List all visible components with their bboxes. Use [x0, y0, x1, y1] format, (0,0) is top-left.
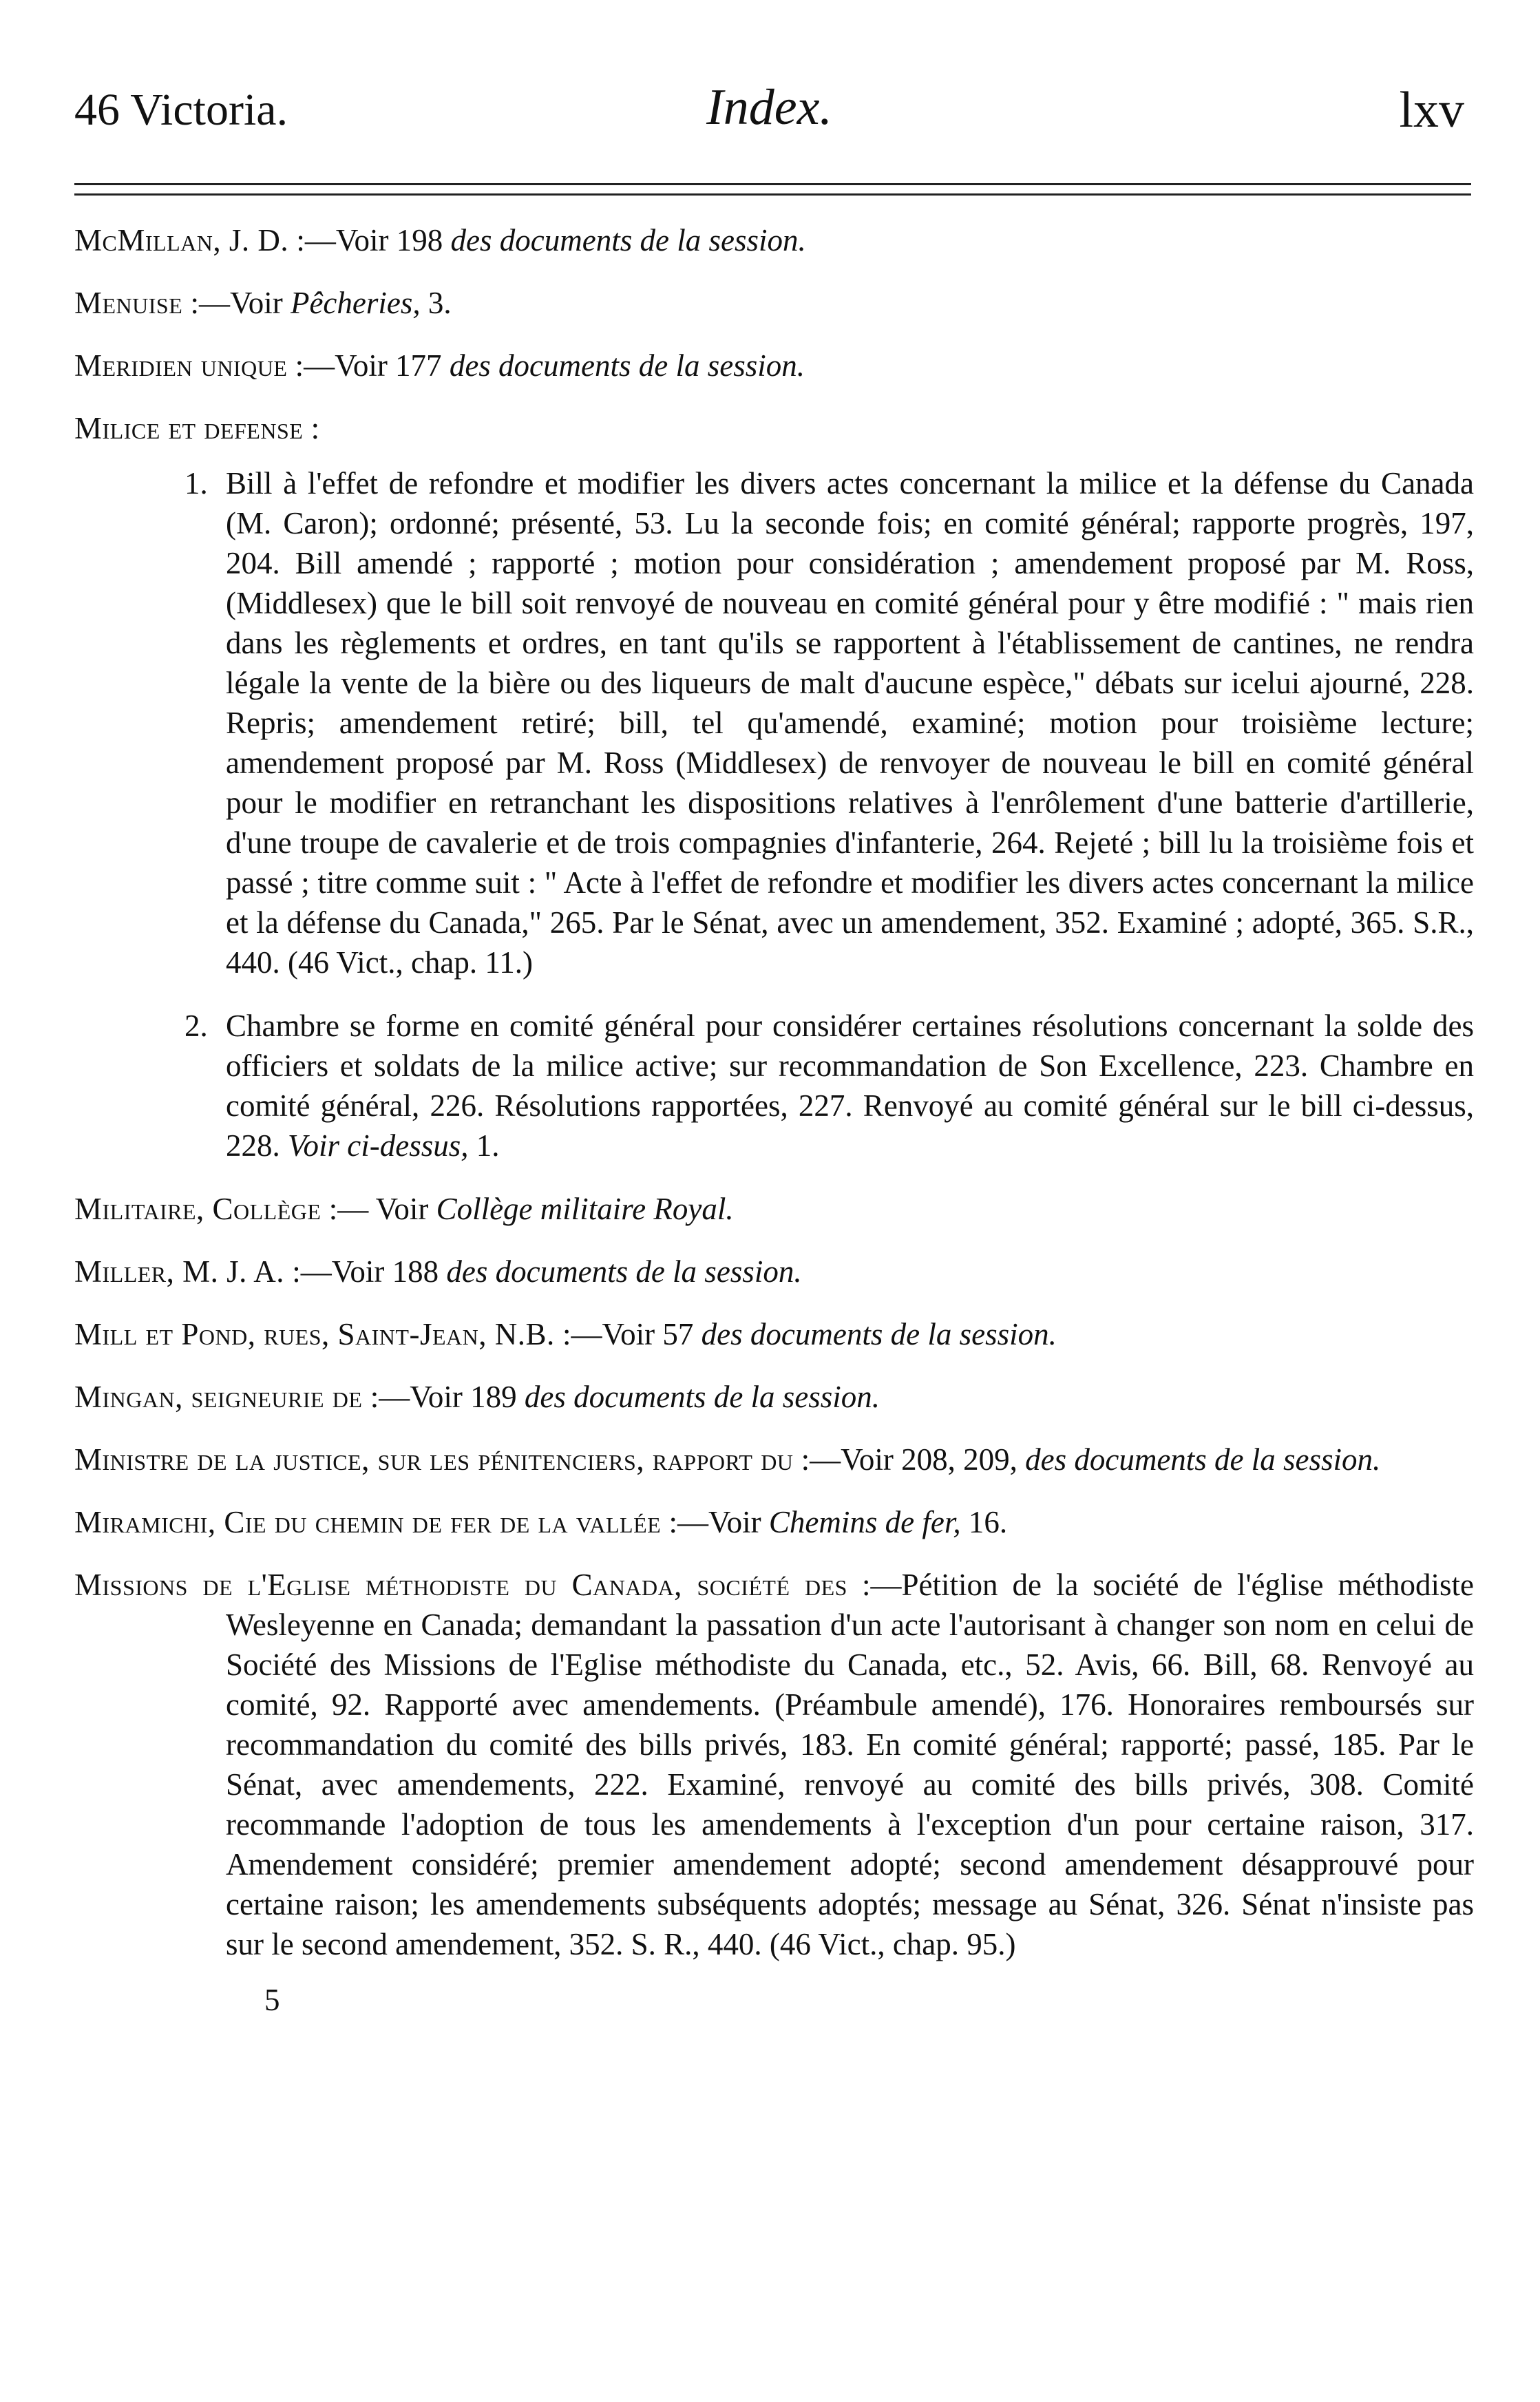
entry-reference: des documents de la session.: [450, 223, 806, 257]
entry-text: :—Pétition de la société de l'église méthodiste Wesleyenne en Canada; demandant la passation d'un acte l'autorisant à changer son nom en celui de Société des Missions de l'Eglise méthodiste du Canada, etc., 52. Avis, 66. Bill, 68. Renvoyé au comité, 92. Rapporté avec amendements. (Préambule amendé), 176. Honoraires remboursés sur recommandation du comité des bills privés, 183. En comité général; rapporté; passé, 185. Par le Sénat, avec amendements, 222. Examiné, renvoyé au comité des bills privés, 308. Comité recommande l'adoption de tous les amendements à l'exception d'un pour certaine raison, 317. Amendement considéré; premier amendement adopté; second amendement désapprouvé pour certaine raison; les amendements subséquents adoptés; message au Sénat, 326. Sénat n'insiste pas sur le second amendement, 352. S. R., 440. (46 Vict., chap. 95.): [226, 1568, 1474, 1961]
index-entry-mcmillan: [74, 220, 1474, 260]
entry-text: :—Voir 189: [362, 1380, 525, 1414]
entry-heading: Menuise: [74, 286, 183, 320]
subentry-number: 2.: [184, 1009, 208, 1043]
entry-heading: Meridien unique: [74, 348, 288, 383]
entry-text: :—Voir 188: [284, 1254, 447, 1289]
index-entry-mingan: [74, 1377, 1474, 1417]
footer-page-number: 5: [264, 1983, 280, 2017]
entry-reference: Collège militaire Royal.: [436, 1192, 734, 1226]
index-entry-militaire: [74, 1189, 1474, 1229]
entry-heading: Missions de l'Eglise méthodiste du Canada, société des: [74, 1568, 847, 1602]
entry-heading: Mingan, seigneurie de: [74, 1380, 363, 1414]
entry-text: :— Voir: [321, 1192, 436, 1226]
page-number-roman: lxv: [1399, 82, 1464, 138]
entry-heading: Militaire, Collège: [74, 1192, 321, 1226]
index-entry-meridien: [74, 346, 1474, 386]
milice-subentry-2: [74, 1006, 1474, 1166]
index-entry-milice: [74, 408, 1474, 448]
entry-reference: Chemins de fer,: [768, 1505, 961, 1539]
entry-text: :—Voir 198: [288, 223, 451, 257]
volume-label: 46 Victoria.: [74, 85, 288, 135]
index-entry-miramichi: [74, 1502, 1474, 1542]
entry-reference: des documents de la session.: [446, 1254, 802, 1289]
entry-heading: Miramichi, Cie du chemin de fer de la vallée: [74, 1505, 662, 1539]
entry-reference: des documents de la session.: [1025, 1442, 1381, 1477]
index-entry-miller: [74, 1252, 1474, 1292]
entry-text: :—Voir 208, 209,: [793, 1442, 1026, 1477]
subentry-text-after: 1.: [468, 1128, 500, 1163]
index-entry-mill-et-pond: [74, 1314, 1474, 1354]
entry-reference: Pêcheries,: [290, 286, 421, 320]
entry-text: :—Voir 57: [554, 1317, 702, 1351]
entry-heading: Mill et Pond, rues, Saint-Jean, N.B.: [74, 1317, 555, 1351]
entry-text: :—Voir 177: [287, 348, 450, 383]
index-entry-ministre-justice: [74, 1440, 1474, 1479]
entry-reference: des documents de la session.: [449, 348, 805, 383]
index-entry-missions-methodiste: [74, 1565, 1474, 1964]
entry-heading: McMillan, J. D.: [74, 223, 289, 257]
milice-subentry-1: [74, 463, 1474, 982]
header-rule: [74, 183, 1471, 196]
entry-text-after: 16.: [960, 1505, 1008, 1539]
entry-text: :—Voir: [661, 1505, 769, 1539]
subentry-number: 1.: [184, 466, 208, 501]
entry-heading: Miller, M. J. A.: [74, 1254, 284, 1289]
index-entry-menuise: [74, 283, 1474, 323]
subentry-reference: Voir ci-dessus,: [288, 1128, 469, 1163]
entry-reference: des documents de la session.: [701, 1317, 1057, 1351]
entry-heading: Milice et defense: [74, 411, 304, 445]
entry-text-after: 3.: [420, 286, 452, 320]
index-entries: [74, 220, 1474, 2020]
subentry-text: Bill à l'effet de refondre et modifier les divers actes concernant la milice et la défense du Canada (M. Caron); ordonné; présenté, 53. Lu la seconde fois; en comité général; rapporte progrès, 197, 204. Bill amendé ; rapporté ; motion pour considération ; amendement proposé par M. Ross, (Middlesex) que le bill soit renvoyé de nouveau en comité général pour y être modifié : " mais rien dans les règlements et ordres, en tant qu'ils se rapportent à l'établissement de cantines, ne rendra légale la vente de la bière ou des liqueurs de malt d'aucune espèce," débats sur icelui ajourné, 228. Repris; amendement retiré; bill, tel qu'amendé, examiné; motion pour troisième lecture; amendement proposé par M. Ross (Middlesex) de renvoyer de nouveau le bill en comité général pour le modifier en retranchant les dispositions relatives à l'enrôlement d'une batterie d'artillerie, d'une troupe de cavalerie et de trois compagnies d'infanterie, 264. Rejeté ; bill lu la troisième fois et passé ; titre comme suit : " Acte à l'effet de refondre et modifier les divers actes concernant la milice et la défense du Canada," 265. Par le Sénat, avec un amendement, 352. Examiné ; adopté, 365. S.R., 440. (46 Vict., chap. 11.): [226, 466, 1474, 980]
entry-text: :: [303, 411, 320, 445]
entry-heading: Ministre de la justice, sur les pénitenciers, rapport du: [74, 1442, 794, 1477]
page-title: Index.: [706, 79, 832, 136]
entry-reference: des documents de la session.: [524, 1380, 880, 1414]
subentry-text: Chambre se forme en comité général pour considérer certaines résolutions concernant la solde des officiers et soldats de la milice active; sur recommandation de Son Excellence, 223. Chambre en comité général, 226. Résolutions rapportées, 227. Renvoyé au comité général sur le bill ci-dessus, 228.: [226, 1009, 1474, 1163]
entry-text: :—Voir: [182, 286, 291, 320]
page-header: [74, 76, 1464, 151]
